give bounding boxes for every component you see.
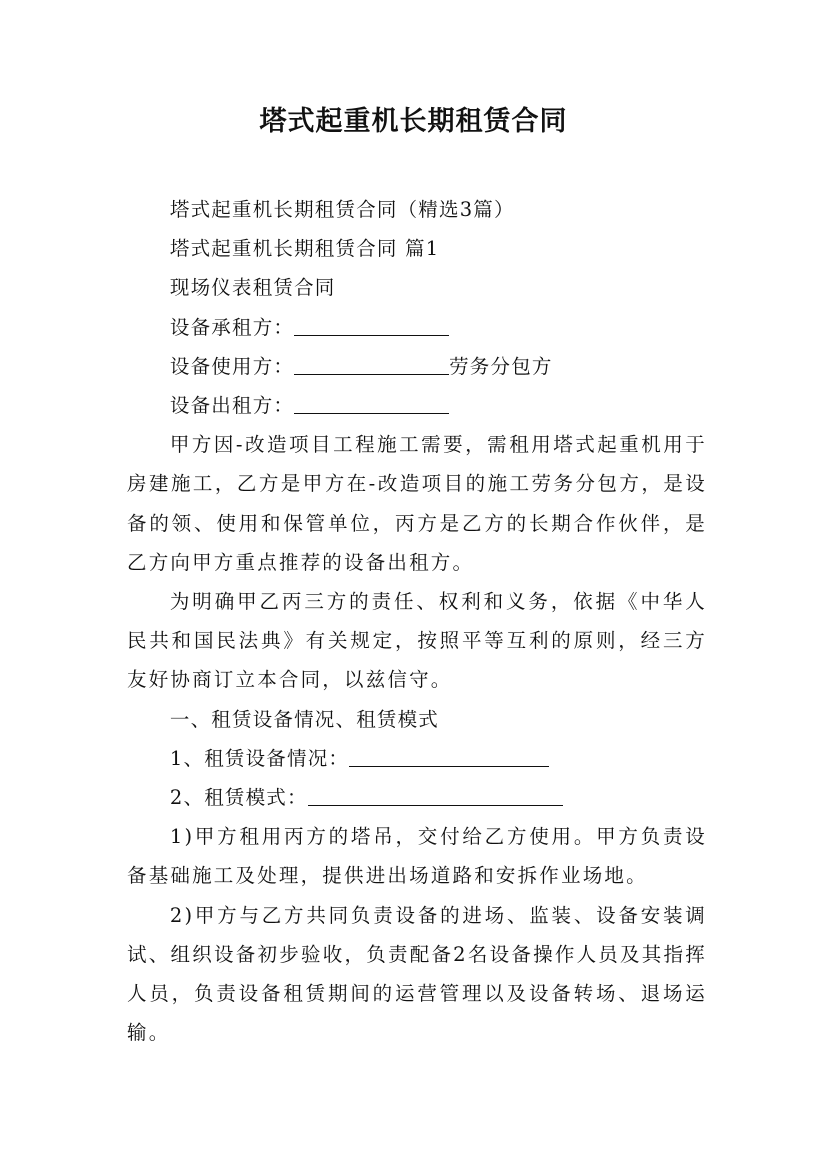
document-body bbox=[127, 190, 707, 1052]
lessor-label: 设备出租方： bbox=[169, 394, 295, 418]
purpose-paragraph: 为明确甲乙丙三方的责任、权利和义务，依据《中华人民共和国民法典》有关规定，按照平等互利的原则，经三方友好协商订立本合同，以兹信守。 bbox=[127, 590, 707, 692]
item2-line bbox=[127, 778, 707, 817]
lessee-line bbox=[127, 308, 707, 347]
lessee-blank bbox=[294, 313, 449, 336]
lessor-line bbox=[127, 386, 707, 425]
item1-line bbox=[127, 739, 707, 778]
user-line bbox=[127, 347, 707, 386]
item2-blank bbox=[308, 783, 563, 806]
contract-name: 现场仪表租赁合同 bbox=[169, 276, 336, 300]
section-one-heading: 一、租赁设备情况、租赁模式 bbox=[169, 707, 439, 731]
item1-label: 1、租赁设备情况： bbox=[169, 746, 350, 770]
subtitle-line: 塔式起重机长期租赁合同（精选3篇） bbox=[169, 198, 515, 221]
lessor-blank bbox=[294, 391, 449, 414]
lessee-label: 设备承租方： bbox=[169, 315, 295, 339]
user-label: 设备使用方： bbox=[169, 354, 295, 378]
intro-paragraph: 甲方因-改造项目工程施工需要，需租用塔式起重机用于房建施工，乙方是甲方在-改造项目的施工劳务分包方，是设备的领、使用和保管单位，丙方是乙方的长期合作伙伴，是乙方向甲方重点推荐的设备出租方。 bbox=[127, 433, 707, 574]
user-suffix: 劳务分包方 bbox=[449, 354, 553, 378]
user-blank bbox=[294, 352, 449, 375]
item1-blank bbox=[349, 744, 549, 767]
item2-label: 2、租赁模式： bbox=[169, 786, 308, 810]
clause-1: 1)甲方租用丙方的塔吊，交付给乙方使用。甲方负责设备基础施工及处理，提供进出场道路和安拆作业场地。 bbox=[127, 825, 707, 888]
clause-2: 2)甲方与乙方共同负责设备的进场、监装、设备安装调试、组织设备初步验收，负责配备2名设备操作人员及其指挥人员，负责设备租赁期间的运营管理以及设备转场、退场运输。 bbox=[127, 903, 707, 1045]
document-title: 塔式起重机长期租赁合同 bbox=[259, 106, 568, 137]
section-heading: 塔式起重机长期租赁合同 篇1 bbox=[169, 237, 440, 261]
